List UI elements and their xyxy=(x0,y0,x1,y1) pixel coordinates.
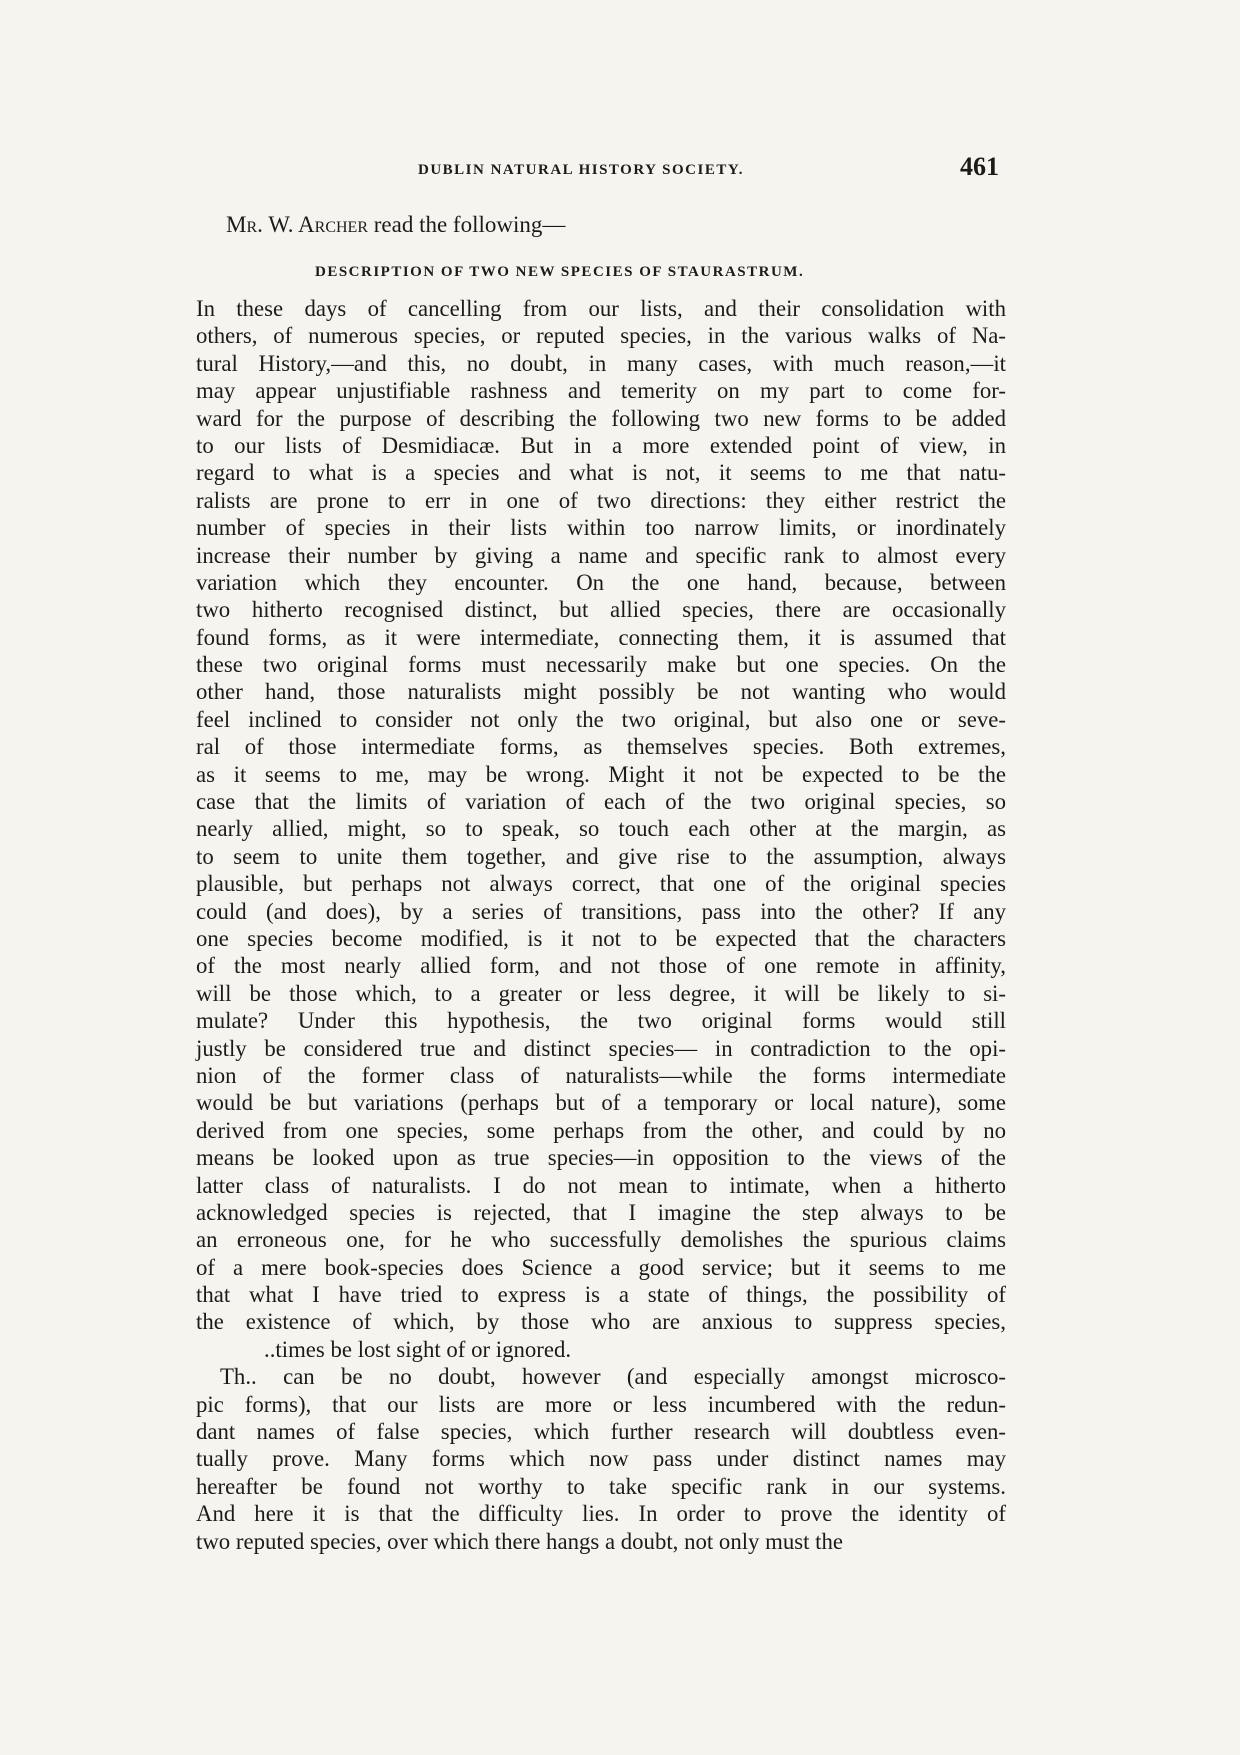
body-line: plausible, but perhaps not always correct, that one of the original species xyxy=(196,871,1006,897)
body-line: variation which they encounter. On the one hand, because, between xyxy=(196,569,1006,595)
body-text xyxy=(196,295,1006,1555)
body-line: of the most nearly allied form, and not those of one remote in affinity, xyxy=(196,953,1006,979)
body-line: of a mere book-species does Science a good service; but it seems to me xyxy=(196,1254,1006,1280)
body-line: Th.. can be no doubt, however (and especially amongst microsco- xyxy=(220,1364,1006,1390)
body-line: could (and does), by a series of transitions, pass into the other? If any xyxy=(196,898,1006,924)
body-line: regard to what is a species and what is not, it seems to me that natu- xyxy=(196,460,1006,486)
body-line: In these days of cancelling from our lists, and their consolidation with xyxy=(196,296,1006,321)
body-line: others, of numerous species, or reputed species, in the various walks of Na- xyxy=(196,323,1006,349)
page-number: 461 xyxy=(960,152,999,181)
body-line: means be looked upon as true species—in opposition to the views of the xyxy=(196,1145,1006,1171)
body-line: that what I have tried to express is a state of things, the possibility of xyxy=(196,1282,1006,1308)
body-line: And here it is that the difficulty lies. In order to prove the identity of xyxy=(196,1501,1006,1527)
body-line: justly be considered true and distinct species— in contradiction to the opi- xyxy=(196,1035,1006,1061)
body-line: dant names of false species, which further research will doubtless even- xyxy=(196,1419,1006,1445)
body-line: one species become modified, is it not to be expected that the characters xyxy=(196,925,1006,951)
body-line: case that the limits of variation of each of the two original species, so xyxy=(196,789,1006,815)
body-line: these two original forms must necessarily make but one species. On the xyxy=(196,652,1006,678)
body-line: feel inclined to consider not only the two original, but also one or seve- xyxy=(196,706,1006,732)
body-line: to seem to unite them together, and give rise to the assumption, always xyxy=(196,843,1006,869)
intro-action: read the following— xyxy=(368,212,566,237)
body-line: tural History,—and this, no doubt, in many cases, with much reason,—it xyxy=(196,350,1006,376)
intro-line xyxy=(226,212,565,238)
body-line: nion of the former class of naturalists—while the forms intermediate xyxy=(196,1062,1006,1088)
body-line: two reputed species, over which there hangs a doubt, not only must the xyxy=(196,1528,844,1554)
body-line: an erroneous one, for he who successfully demolishes the spurious claims xyxy=(196,1227,1006,1253)
body-line: mulate? Under this hypothesis, the two original forms would still xyxy=(196,1008,1006,1034)
body-line: other hand, those naturalists might possibly be not wanting who would xyxy=(196,679,1006,705)
running-head: DUBLIN NATURAL HISTORY SOCIETY. xyxy=(418,162,745,178)
body-line: as it seems to me, may be wrong. Might it not be expected to be the xyxy=(196,761,1006,787)
body-line: two hitherto recognised distinct, but allied species, there are occasionally xyxy=(196,597,1006,623)
body-line: ralists are prone to err in one of two directions: they either restrict the xyxy=(196,487,1006,513)
body-line: latter class of naturalists. I do not mean to intimate, when a hitherto xyxy=(196,1172,1006,1198)
body-line: ..times be lost sight of or ignored. xyxy=(264,1336,572,1362)
body-line: number of species in their lists within too narrow limits, or inordinately xyxy=(196,515,1006,541)
body-line: the existence of which, by those who are anxious to suppress species, xyxy=(196,1309,1006,1335)
body-line: to our lists of Desmidiacæ. But in a more extended point of view, in xyxy=(196,432,1006,458)
body-line: found forms, as it were intermediate, connecting them, it is assumed that xyxy=(196,624,1006,650)
body-line: derived from one species, some perhaps from the other, and could by no xyxy=(196,1117,1006,1143)
body-line: increase their number by giving a name and specific rank to almost every xyxy=(196,542,1006,568)
section-title: DESCRIPTION OF TWO NEW SPECIES OF STAURASTRUM. xyxy=(315,264,805,280)
body-line: acknowledged species is rejected, that I imagine the step always to be xyxy=(196,1199,1006,1225)
speaker-name: Mr. W. Archer xyxy=(226,212,368,237)
body-line: would be but variations (perhaps but of a temporary or local nature), some xyxy=(196,1090,1006,1116)
body-line: tually prove. Many forms which now pass under distinct names may xyxy=(196,1446,1006,1472)
body-line: ral of those intermediate forms, as themselves species. Both extremes, xyxy=(196,734,1006,760)
body-line: ward for the purpose of describing the following two new forms to be added xyxy=(196,405,1006,431)
body-line: hereafter be found not worthy to take specific rank in our systems. xyxy=(196,1473,1006,1499)
body-line: pic forms), that our lists are more or less incumbered with the redun- xyxy=(196,1391,1006,1417)
body-line: will be those which, to a greater or less degree, it will be likely to si- xyxy=(196,980,1006,1006)
body-line: nearly allied, might, so to speak, so touch each other at the margin, as xyxy=(196,816,1006,842)
body-line: may appear unjustifiable rashness and temerity on my part to come for- xyxy=(196,378,1006,404)
